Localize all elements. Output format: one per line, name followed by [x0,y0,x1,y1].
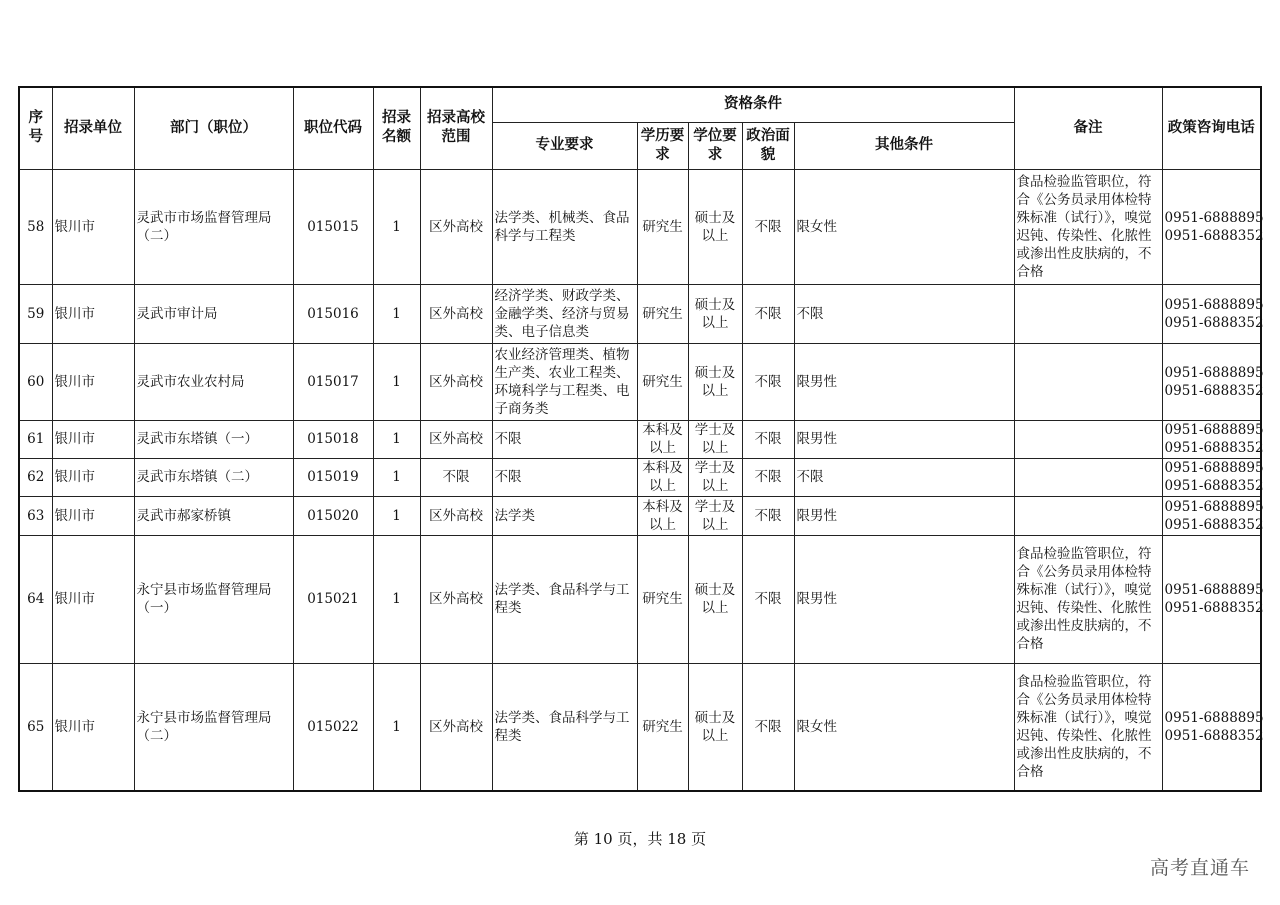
row-other: 限男性 [794,496,1014,535]
row-phone [1162,169,1264,284]
row-code: 015020 [293,496,373,535]
row-note [1014,458,1162,496]
row-major: 法学类 [492,496,637,535]
row-dept: 灵武市东塔镇（一） [134,420,293,458]
row-dept: 永宁县市场监督管理局（一） [134,535,293,663]
row-other: 限女性 [794,663,1014,791]
row-seq: 63 [19,496,52,535]
row-note: 食品检验监管职位，符合《公务员录用体检特殊标准（试行）》，嗅觉迟钝、传染性、化脓性或渗出性皮肤病的，不合格 [1014,535,1162,663]
row-political: 不限 [742,420,794,458]
watermark: 高考直通车 [1149,857,1250,879]
row-edu: 本科及以上 [637,458,688,496]
row-unit: 银川市 [52,663,134,791]
row-scope: 区外高校 [420,169,492,284]
phone-number: 0951-6888895 [1164,296,1264,313]
row-dept: 灵武市东塔镇（二） [134,458,293,496]
phone-number: 0951-6888895 [1164,364,1264,381]
header-phone: 政策咨询电话 [1162,87,1261,169]
row-degree: 硕士及以上 [688,535,742,663]
row-political: 不限 [742,284,794,343]
table-row [19,496,1261,535]
header-dept: 部门（职位） [134,87,293,169]
row-major: 不限 [492,458,637,496]
header-note: 备注 [1014,87,1162,169]
row-code: 015017 [293,343,373,420]
row-major: 不限 [492,420,637,458]
row-phone [1162,496,1264,535]
row-edu: 研究生 [637,284,688,343]
table-row [19,420,1261,458]
row-dept: 灵武市农业农村局 [134,343,293,420]
row-political: 不限 [742,535,794,663]
header-quota: 招录名额 [373,87,420,169]
row-seq: 60 [19,343,52,420]
row-unit: 银川市 [52,496,134,535]
row-edu: 本科及以上 [637,420,688,458]
row-dept: 永宁县市场监督管理局（二） [134,663,293,791]
phone-number: 0951-6888352 [1164,227,1264,244]
row-political: 不限 [742,458,794,496]
row-political: 不限 [742,343,794,420]
row-unit: 银川市 [52,458,134,496]
row-other: 限男性 [794,420,1014,458]
header-edu: 学历要求 [637,122,688,169]
table-row [19,458,1261,496]
phone-number: 0951-6888895 [1164,209,1264,226]
row-phone [1162,535,1264,663]
phone-number: 0951-6888352 [1164,516,1264,533]
row-note: 食品检验监管职位，符合《公务员录用体检特殊标准（试行）》，嗅觉迟钝、传染性、化脓性或渗出性皮肤病的，不合格 [1014,663,1162,791]
row-unit: 银川市 [52,169,134,284]
row-other: 限男性 [794,343,1014,420]
row-major: 法学类、食品科学与工程类 [492,535,637,663]
header-degree: 学位要求 [688,122,742,169]
table-body [19,169,1264,791]
row-code: 015021 [293,535,373,663]
row-other: 限女性 [794,169,1014,284]
row-quota: 1 [373,343,420,420]
header-political: 政治面貌 [742,122,794,169]
row-other: 不限 [794,284,1014,343]
header-seq: 序号 [19,87,52,169]
table-row [19,663,1261,791]
table-row [19,535,1261,663]
header-other: 其他条件 [794,122,1014,169]
row-seq: 64 [19,535,52,663]
row-political: 不限 [742,663,794,791]
phone-number: 0951-6888895 [1164,422,1264,438]
phone-number: 0951-6888895 [1164,582,1264,598]
row-seq: 59 [19,284,52,343]
row-unit: 银川市 [52,343,134,420]
row-degree: 硕士及以上 [688,284,742,343]
row-seq: 65 [19,663,52,791]
row-phone [1162,663,1264,791]
row-major: 法学类、食品科学与工程类 [492,663,637,791]
row-degree: 学士及以上 [688,458,742,496]
row-degree: 硕士及以上 [688,663,742,791]
row-other: 限男性 [794,535,1014,663]
row-dept: 灵武市审计局 [134,284,293,343]
table-row [19,284,1261,343]
row-quota: 1 [373,535,420,663]
row-dept: 灵武市郝家桥镇 [134,496,293,535]
row-quota: 1 [373,458,420,496]
row-political: 不限 [742,169,794,284]
row-scope: 区外高校 [420,343,492,420]
row-note [1014,496,1162,535]
row-major: 农业经济管理类、植物生产类、农业工程类、环境科学与工程类、电子商务类 [492,343,637,420]
header-code: 职位代码 [293,87,373,169]
row-phone [1162,343,1264,420]
row-degree: 学士及以上 [688,420,742,458]
row-note: 食品检验监管职位，符合《公务员录用体检特殊标准（试行）》，嗅觉迟钝、传染性、化脓性或渗出性皮肤病的，不合格 [1014,169,1162,284]
row-code: 015016 [293,284,373,343]
row-note [1014,420,1162,458]
row-edu: 研究生 [637,535,688,663]
row-scope: 区外高校 [420,284,492,343]
row-scope: 不限 [420,458,492,496]
row-scope: 区外高校 [420,535,492,663]
row-degree: 学士及以上 [688,496,742,535]
phone-number: 0951-6888352 [1164,382,1264,399]
row-quota: 1 [373,284,420,343]
row-edu: 研究生 [637,343,688,420]
row-edu: 本科及以上 [637,496,688,535]
phone-number: 0951-6888895 [1164,709,1264,726]
phone-number: 0951-6888352 [1164,600,1264,616]
row-seq: 61 [19,420,52,458]
recruitment-table [18,86,1262,792]
row-degree: 硕士及以上 [688,343,742,420]
row-code: 015022 [293,663,373,791]
row-note [1014,343,1162,420]
row-phone [1162,458,1264,496]
phone-number: 0951-6888352 [1164,478,1264,494]
row-unit: 银川市 [52,535,134,663]
row-unit: 银川市 [52,284,134,343]
row-major: 经济学类、财政学类、金融学类、经济与贸易类、电子信息类 [492,284,637,343]
header-qualifications: 资格条件 [492,87,1014,122]
phone-number: 0951-6888352 [1164,440,1264,456]
row-political: 不限 [742,496,794,535]
phone-number: 0951-6888352 [1164,727,1264,744]
row-phone [1162,420,1264,458]
row-edu: 研究生 [637,663,688,791]
phone-number: 0951-6888895 [1164,498,1264,515]
row-scope: 区外高校 [420,420,492,458]
header-scope: 招录高校范围 [420,87,492,169]
header-major: 专业要求 [492,122,637,169]
row-quota: 1 [373,420,420,458]
row-quota: 1 [373,496,420,535]
row-code: 015015 [293,169,373,284]
row-code: 015019 [293,458,373,496]
row-scope: 区外高校 [420,496,492,535]
row-quota: 1 [373,663,420,791]
row-phone [1162,284,1264,343]
header-unit: 招录单位 [52,87,134,169]
row-unit: 银川市 [52,420,134,458]
page-number: 第 10 页，共 18 页 [573,830,707,848]
row-major: 法学类、机械类、食品科学与工程类 [492,169,637,284]
row-seq: 62 [19,458,52,496]
row-code: 015018 [293,420,373,458]
row-note [1014,284,1162,343]
table-row [19,169,1261,284]
row-quota: 1 [373,169,420,284]
table-row [19,343,1261,420]
row-other: 不限 [794,458,1014,496]
phone-number: 0951-6888895 [1164,460,1264,476]
row-dept: 灵武市市场监督管理局（二） [134,169,293,284]
phone-number: 0951-6888352 [1164,314,1264,331]
row-degree: 硕士及以上 [688,169,742,284]
row-seq: 58 [19,169,52,284]
row-edu: 研究生 [637,169,688,284]
row-scope: 区外高校 [420,663,492,791]
